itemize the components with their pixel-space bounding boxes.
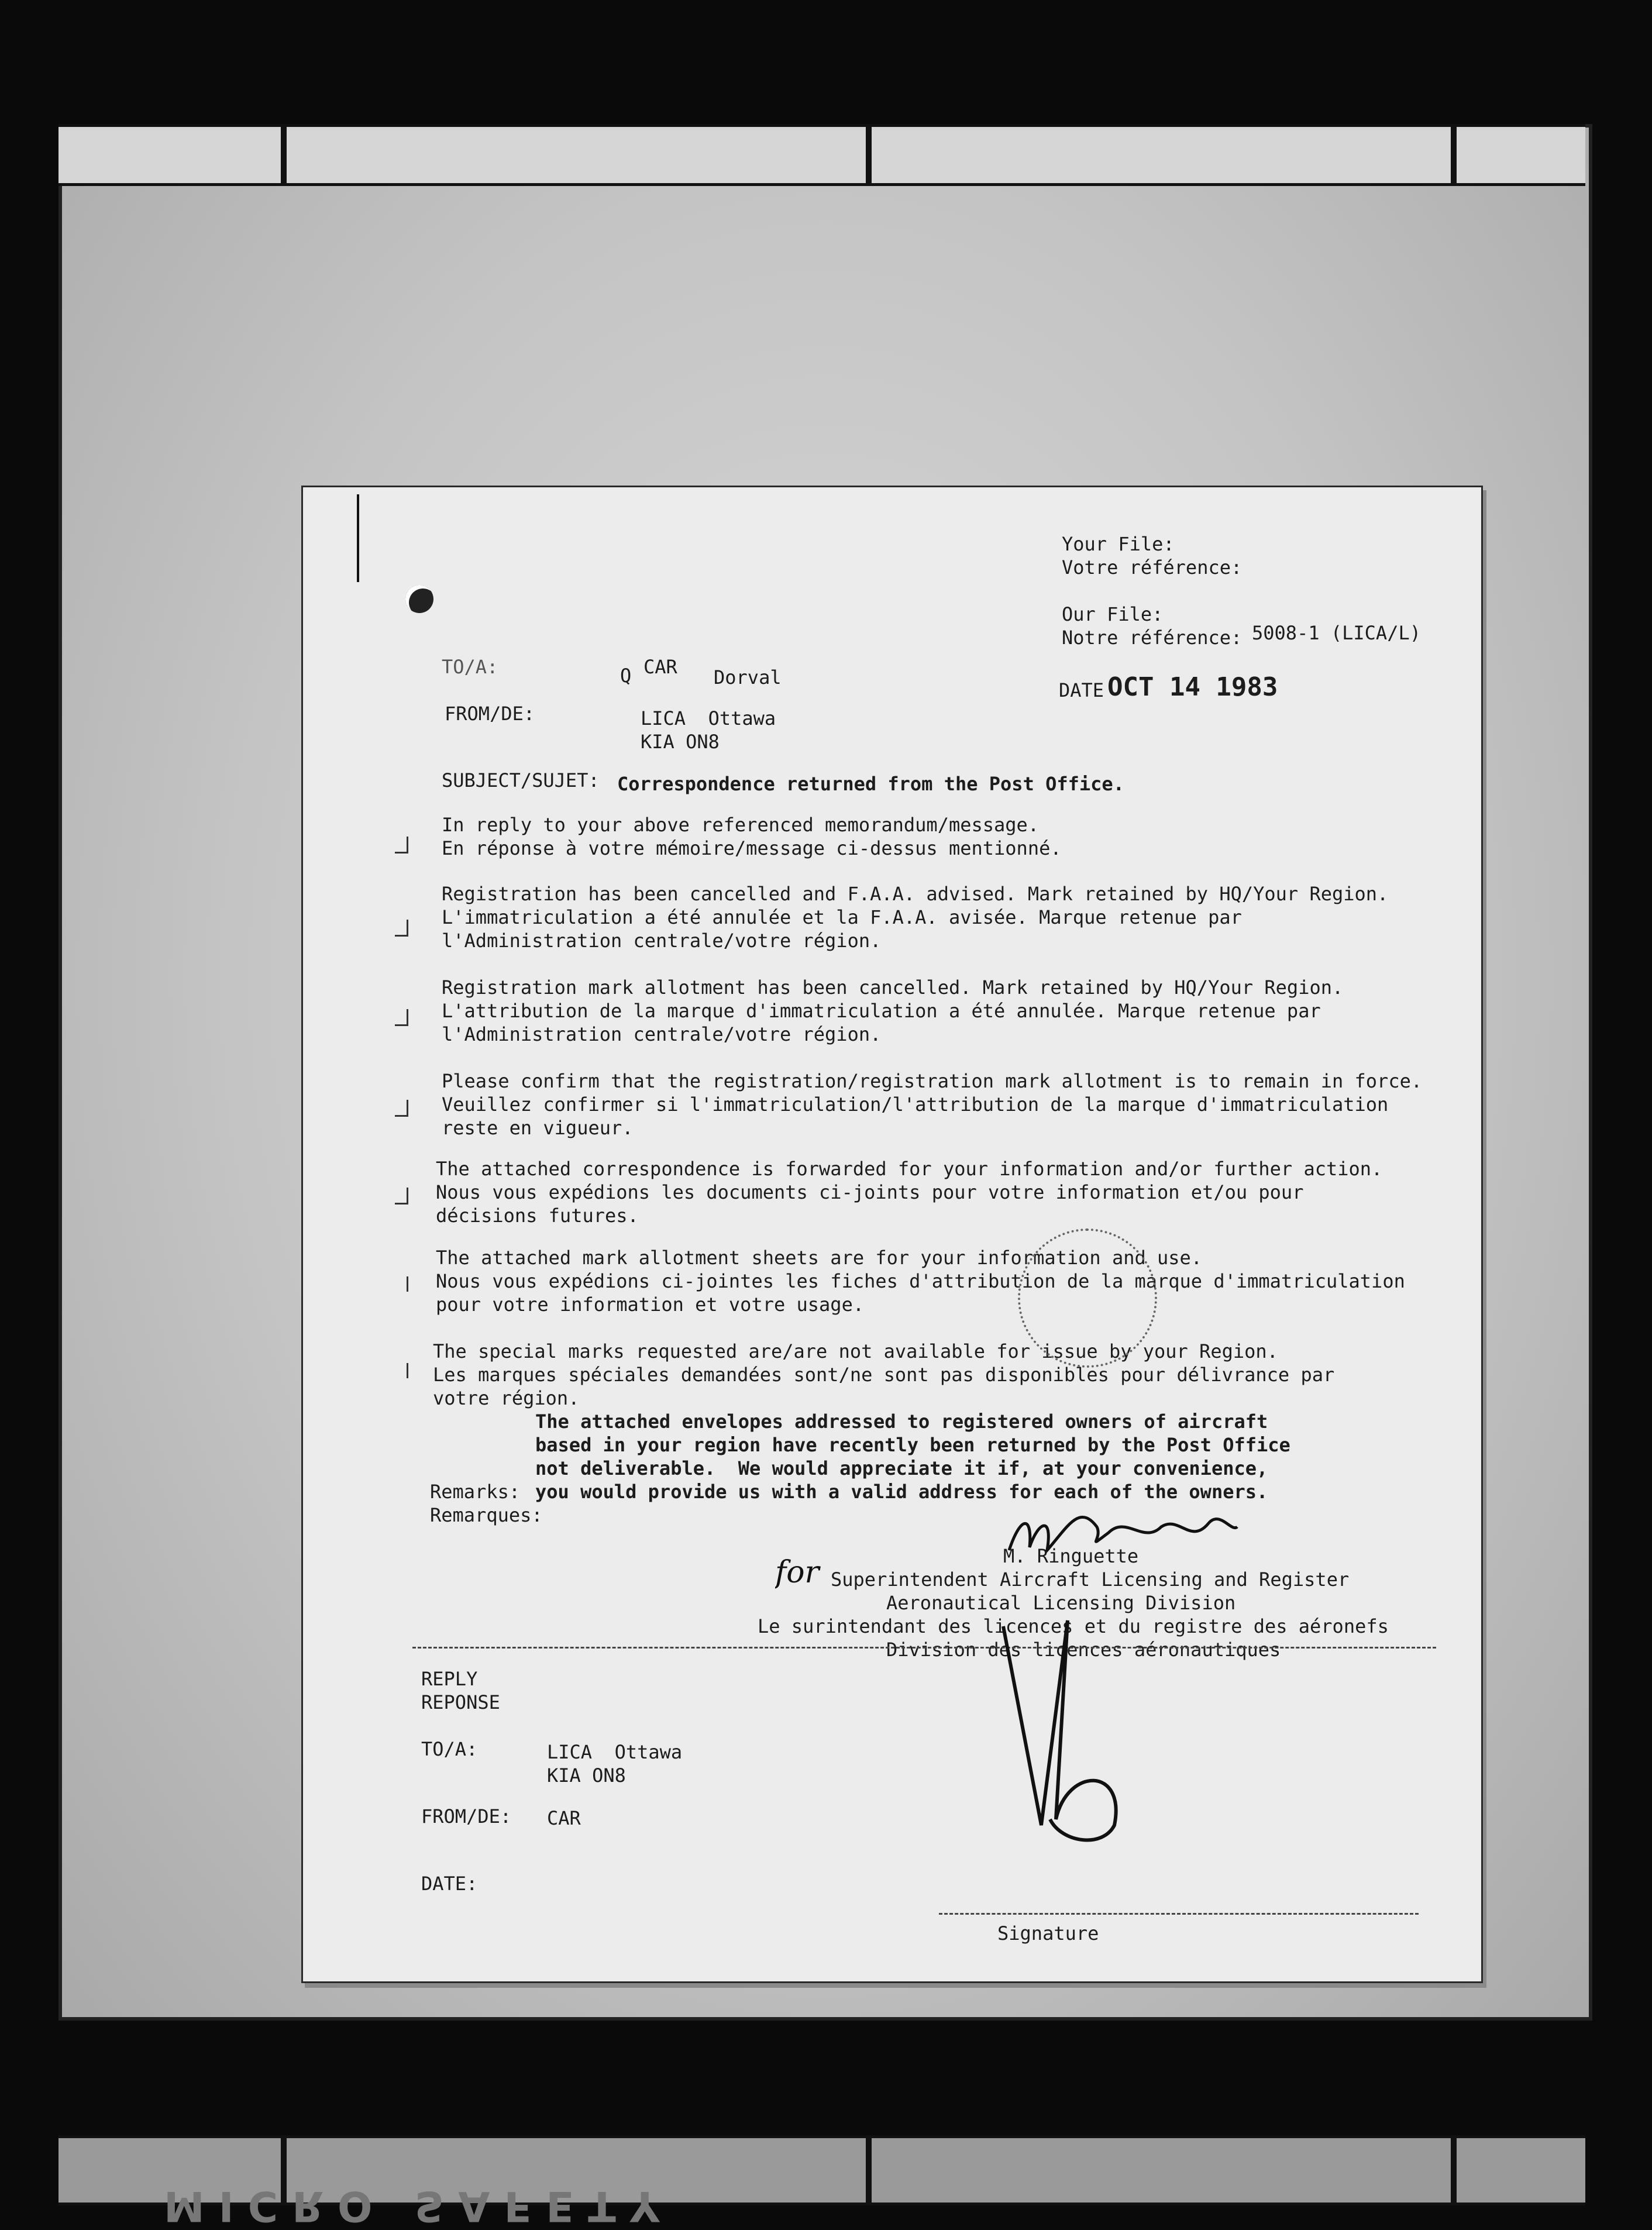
signature-line [939,1913,1419,1915]
from-line2: KIA ON8 [641,731,720,753]
option-fr2: votre région. [433,1387,580,1409]
to-org: CAR [643,656,677,678]
frame-tick [1451,127,1457,183]
option-en: The attached mark allotment sheets are for your information and use. [436,1247,1203,1269]
option-checkbox[interactable] [395,1009,408,1026]
option-fr2: l'Administration centrale/votre région. [442,930,882,952]
remarks-line: not deliverable. We would appreciate it if, at your convenience, [535,1457,1268,1479]
reply-from-label: FROM/DE: [421,1805,512,1828]
film-edge-text: MICRO SAFETY [164,2182,674,2230]
to-label: TO/A: [442,656,498,678]
subject-label: SUBJECT/SUJET: [442,769,600,791]
option-fr: En réponse à votre mémoire/message ci-dessus mentionné. [442,837,1062,859]
remarks-label-fr: Remarques: [430,1504,543,1526]
option-fr2: décisions futures. [436,1205,639,1227]
remarks-label: Remarks: [430,1481,521,1503]
signatory-title-fr: Le surintendant des licences et du registre des aéronefs [758,1615,1389,1637]
reply-date-label: DATE: [421,1873,478,1895]
margin-mark [357,494,359,582]
option-checkbox[interactable] [395,1188,408,1205]
date-stamp: OCT 14 1983 [1107,672,1278,702]
your-file-label: Your File: [1062,533,1175,555]
frame-tick [281,127,287,183]
option-en: Registration mark allotment has been cancelled. Mark retained by HQ/Your Region. [442,976,1344,999]
reply-from-value: CAR [547,1807,581,1829]
reply-heading-fr: REPONSE [421,1691,500,1713]
from-line1: LICA Ottawa [641,707,776,729]
frame-tick [866,2138,872,2203]
option-fr: Veuillez confirmer si l'immatriculation/l'attribution de la marque d'immatriculation [442,1093,1389,1116]
our-file-value: 5008-1 (LICA/L) [1252,622,1421,644]
subject-value: Correspondence returned from the Post Office. [617,773,1124,795]
option-en: The special marks requested are/are not available for issue by your Region. [433,1340,1278,1362]
remarks-line: The attached envelopes addressed to registered owners of aircraft [535,1410,1268,1433]
reply-to-line2: KIA ON8 [547,1764,626,1787]
signature-label: Signature [997,1922,1099,1945]
to-place: Dorval [714,666,782,689]
remarks-line: based in your region have recently been returned by the Post Office [535,1434,1290,1456]
for-initial-text: for [775,1555,820,1590]
date-label: DATE [1059,679,1104,701]
option-fr: Nous vous expédions les documents ci-joints pour votre information et/ou pour [436,1181,1304,1203]
option-fr2: pour votre information et votre usage. [436,1293,865,1316]
reply-to-label: TO/A: [421,1738,478,1760]
option-checkbox[interactable] [395,1276,408,1292]
option-fr2: l'Administration centrale/votre région. [442,1023,882,1045]
option-fr: Les marques spéciales demandées sont/ne sont pas disponibles pour délivrance par [433,1364,1335,1386]
signatory-title-en: Superintendent Aircraft Licensing and Register [831,1568,1350,1591]
option-fr: L'immatriculation a été annulée et la F.A.A. avisée. Marque retenue par [442,906,1242,928]
frame-tick [1451,2138,1457,2203]
option-checkbox[interactable] [395,1100,408,1117]
reply-to-line1: LICA Ottawa [547,1741,683,1763]
option-checkbox[interactable] [395,837,408,854]
film-top-bar [58,124,1585,186]
punch-hole [405,585,433,613]
option-en: Registration has been cancelled and F.A.A. advised. Mark retained by HQ/Your Region. [442,883,1389,905]
round-stamp [1018,1228,1157,1368]
frame-tick [866,127,872,183]
remarks-line: you would provide us with a valid address for each of the owners. [535,1481,1268,1503]
option-checkbox[interactable] [395,920,408,937]
notre-ref-label: Notre référence: [1062,627,1243,649]
option-fr: Nous vous expédions ci-jointes les fiches d'attribution de la marque d'immatriculation [436,1270,1405,1292]
for-initial [775,1550,828,1597]
division-en: Aeronautical Licensing Division [886,1592,1236,1614]
votre-ref-label: Votre référence: [1062,556,1243,579]
option-en: The attached correspondence is forwarded for your information and/or further action. [436,1158,1383,1180]
option-fr2: reste en vigueur. [442,1117,634,1139]
tear-line [412,1647,1436,1649]
to-q: Q [620,665,632,687]
memo-document [301,486,1483,1983]
division-fr: Division des licences aéronautiques [886,1639,1281,1661]
option-en: Please confirm that the registration/registration mark allotment is to remain in force. [442,1070,1423,1092]
reply-heading: REPLY [421,1668,478,1690]
option-fr: L'attribution de la marque d'immatriculation a été annulée. Marque retenue par [442,1000,1321,1022]
option-en: In reply to your above referenced memorandum/message. [442,814,1040,836]
signatory-name: M. Ringuette [1003,1545,1139,1567]
initials-mark [986,1574,1138,1854]
from-label: FROM/DE: [445,703,535,725]
option-checkbox[interactable] [395,1363,408,1378]
our-file-label: Our File: [1062,603,1164,625]
